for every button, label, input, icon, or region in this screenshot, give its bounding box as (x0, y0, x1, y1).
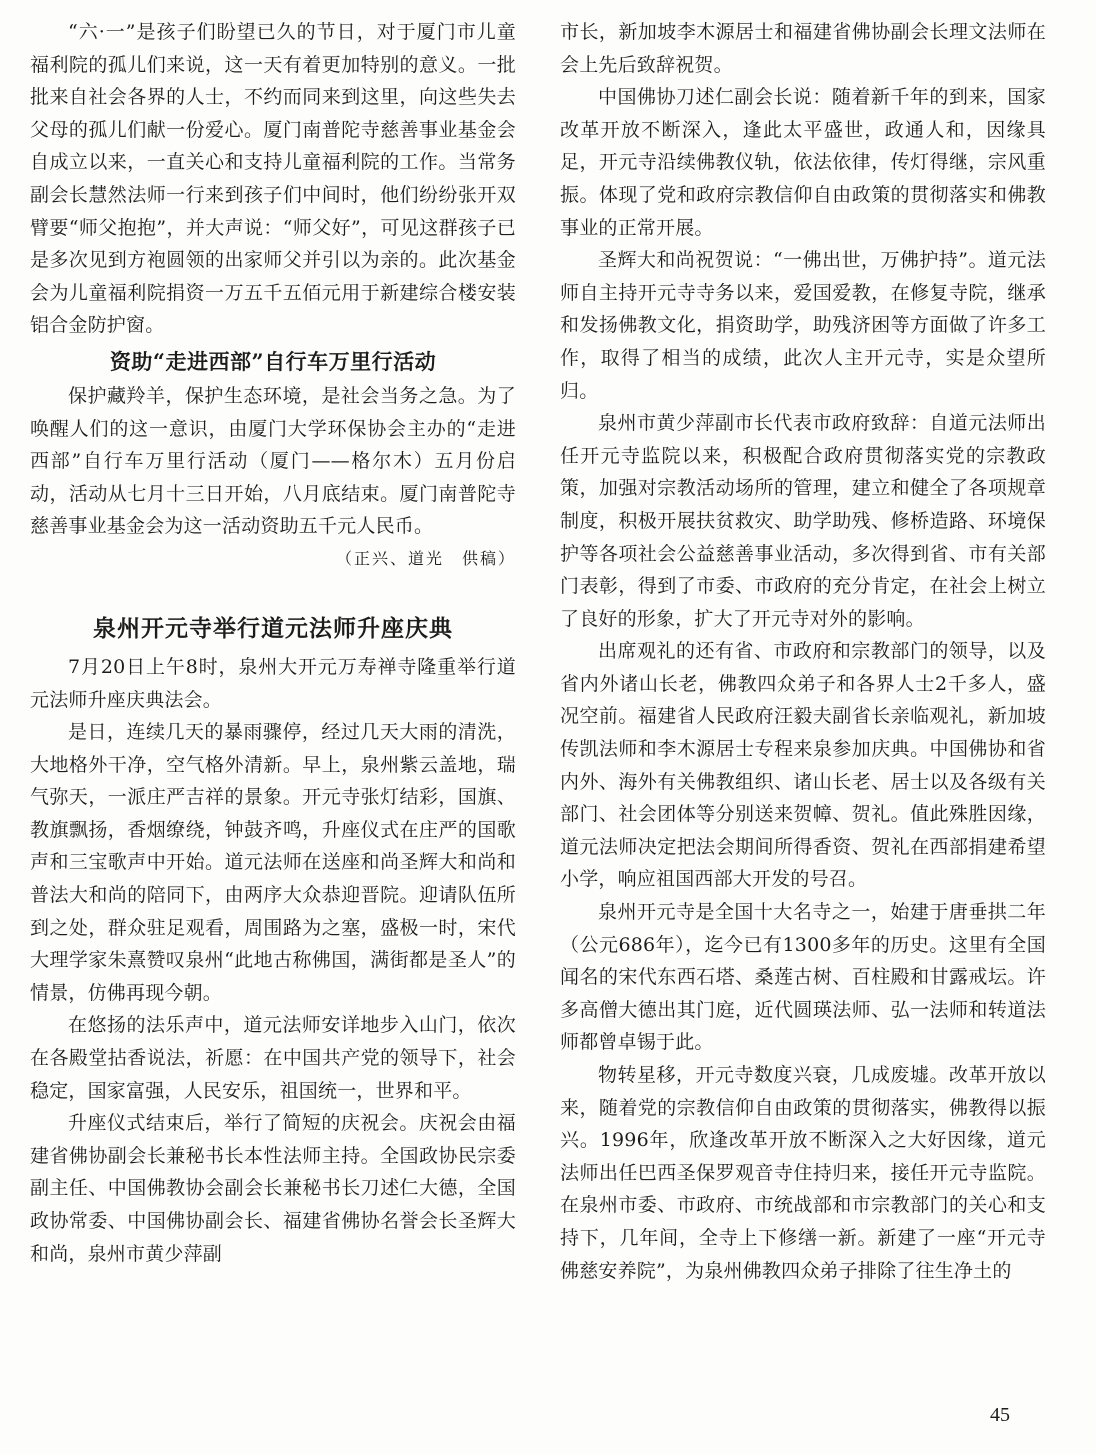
section-title-ceremony: 泉州开元寺举行道元法师升座庆典 (93, 614, 453, 642)
paragraph-vice-mayor-speech: 泉州市黄少萍副市长代表市政府致辞：自道元法师出任开元寺监院以来，积极配合政府贯彻落实党的宗教政策，加强对宗教活动场所的管理，建立和健全了各项规章制度，积极开展扶贫救灾、助学助残、修桥造路、环境保护等各项社会公益慈善事业活动，多次得到省、市有关部门表彰，得到了市委、市政府的充分肯定，在社会上树立了良好的形象，扩大了开元寺对外的影响。 (560, 412, 1046, 630)
paragraph-ceremony-procession: 在悠扬的法乐声中，道元法师安详地步入山门，依次在各殿堂拈香说法，祈愿：在中国共产党的领导下，社会稳定，国家富强，人民安乐，祖国统一，世界和平。 (30, 1014, 516, 1102)
paragraph-ceremony-scene: 是日，连续几天的暴雨骤停，经过几天大雨的清洗，大地格外干净，空气格外清新。早上，泉州紫云盖地，瑞气弥天，一派庄严吉祥的景象。开元寺张灯结彩，国旗、教旗飘扬，香烟缭绕，钟鼓齐鸣，升座仪式在庄严的国歌声和三宝歌声中开始。道元法师在送座和尚圣辉大和尚和普法大和尚的陪同下，由两序大众恭迎晋院。迎请队伍所到之处，群众驻足观看，周围路为之塞，盛极一时，宋代大理学家朱熹赞叹泉州“此地古称佛国，满街都是圣人”的情景，仿佛再现今朝。 (30, 721, 516, 1004)
right-column (560, 16, 1046, 1287)
left-column (30, 16, 516, 1270)
paragraph-attendees: 出席观礼的还有省、市政府和宗教部门的领导，以及省内外诸山长老，佛教四众弟子和各界人士2千多人，盛况空前。福建省人民政府汪毅夫副省长亲临观礼，新加坡传凯法师和李木源居士专程来泉参加庆典。中国佛协和省内外、海外有关佛教组织、诸山长老、居士以及各级有关部门、社会团体等分别送来贺幛、贺礼。值此殊胜因缘，道元法师决定把法会期间所得香资、贺礼在西部捐建希望小学，响应祖国西部大开发的号召。 (560, 640, 1046, 891)
paragraph-ceremony-celebration: 升座仪式结束后，举行了简短的庆祝会。庆祝会由福建省佛协副会长兼秘书长本性法师主持。全国政协民宗委副主任、中国佛教协会副会长兼秘书长刀述仁大德，全国政协常委、中国佛协副会长、福建省佛协名誉会长圣辉大和尚，泉州市黄少萍副 (30, 1112, 516, 1265)
contributor-credit: （正兴、道光 供稿） (335, 548, 516, 568)
section-title-cycling: 资助“走进西部”自行车万里行活动 (109, 348, 437, 374)
paragraph-temple-history: 泉州开元寺是全国十大名寺之一，始建于唐垂拱二年（公元686年），迄今已有1300多年的历史。这里有全国闻名的宋代东西石塔、桑莲古树、百柱殿和甘露戒坛。许多高僧大德出其门庭，近代圆瑛法师、弘一法师和转道法师都曾卓锡于此。 (560, 901, 1046, 1054)
paragraph-cycling: 保护藏羚羊，保护生态环境，是社会当务之急。为了唤醒人们的这一意识，由厦门大学环保协会主办的“走进西部”自行车万里行活动（厦门——格尔木）五月份启动，活动从七月十三日开始，八月底结束。厦门南普陀寺慈善事业基金会为这一活动资助五千元人民币。 (30, 384, 516, 538)
paragraph-revival: 物转星移，开元寺数度兴衰，几成废墟。改革开放以来，随着党的宗教信仰自由政策的贯彻落实，佛教得以振兴。1996年，欣逢改革开放不断深入之大好因缘，道元法师出任巴西圣保罗观音寺住持归来，接任开元寺监院。在泉州市委、市政府、市统战部和市宗教部门的关心和支持下，几年间，全寺上下修缮一新。新建了一座“开元寺佛慈安养院”，为泉州佛教四众弟子排除了往生净土的 (560, 1064, 1046, 1282)
paragraph-shenghui-speech: 圣辉大和尚祝贺说：“一佛出世，万佛护持”。道元法师自主持开元寺寺务以来，爱国爱教，在修复寺院，继承和发扬佛教文化，捐资助学，助残济困等方面做了许多工作，取得了相当的成绩，此次人主开元寺，实是众望所归。 (560, 249, 1046, 402)
paragraph-ceremony-intro: 7月20日上午8时，泉州大开元万寿禅寺隆重举行道元法师升座庆典法会。 (30, 655, 516, 711)
paragraph-continued: 市长，新加坡李木源居士和福建省佛协副会长理文法师在会上先后致辞祝贺。 (560, 21, 1046, 76)
paragraph-orphanage: “六·一”是孩子们盼望已久的节日，对于厦门市儿童福利院的孤儿们来说，这一天有着更加特别的意义。一批批来自社会各界的人士，不约而同来到这里，向这些失去父母的孤儿们献一份爱心。厦门南普陀寺慈善事业基金会自成立以来，一直关心和支持儿童福利院的工作。当常务副会长慧然法师一行来到孩子们中间时，他们纷纷张开双臂要“师父抱抱”，并大声说：“师父好”，可见这群孩子已是多次见到方袍圆领的出家师父并引以为亲的。此次基金会为儿童福利院捐资一万五千五佰元用于新建综合楼安装铝合金防护窗。 (30, 21, 516, 337)
paragraph-dao-shuren-speech: 中国佛协刀述仁副会长说：随着新千年的到来，国家改革开放不断深入，逢此太平盛世，政通人和，因缘具足，开元寺沿续佛教仪轨，依法依律，传灯得继，宗风重振。体现了党和政府宗教信仰自由政策的贯彻落实和佛教事业的正常开展。 (560, 86, 1046, 239)
page-number: 45 (990, 1404, 1010, 1426)
